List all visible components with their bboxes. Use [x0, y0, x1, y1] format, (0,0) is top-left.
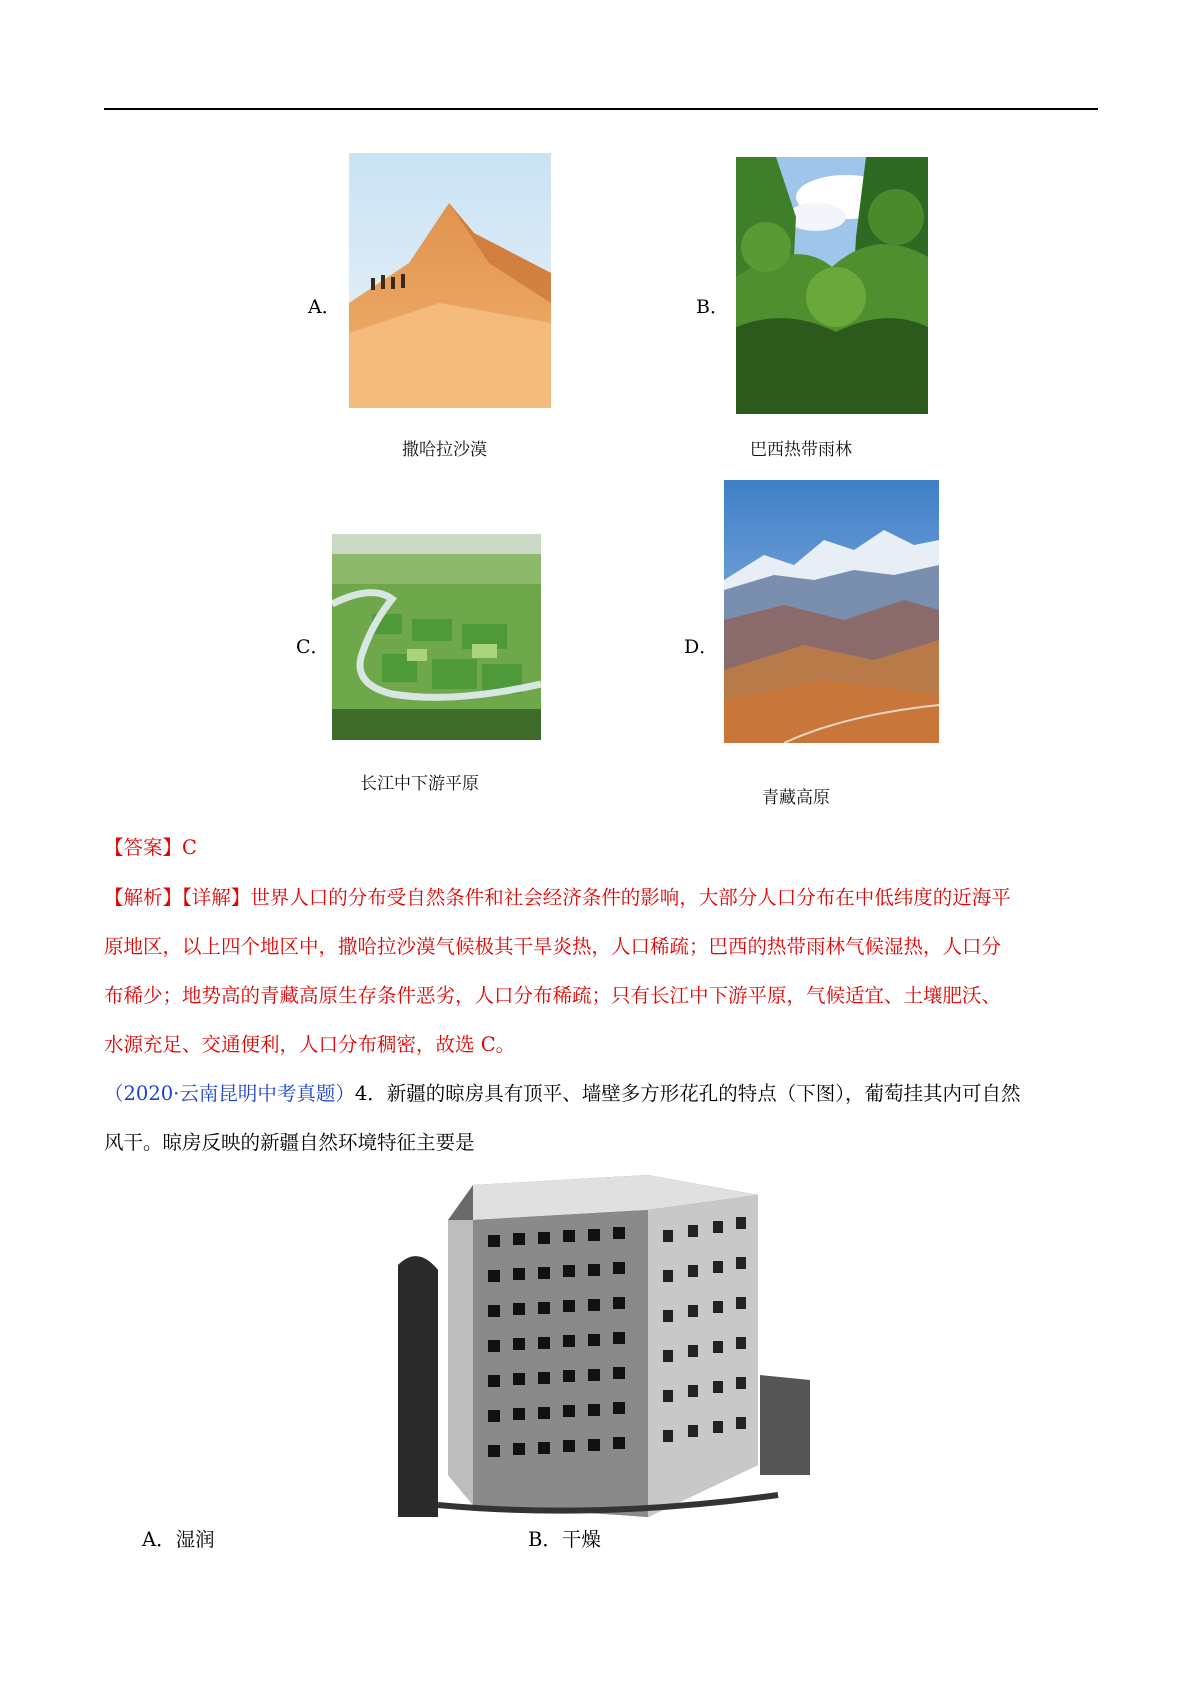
rainforest-photo [736, 157, 928, 414]
option-b-letter: B． [696, 296, 729, 318]
option-a-letter: A． [308, 296, 341, 318]
option-c-letter: C． [296, 636, 330, 658]
question-line-2: 风干。晾房反映的新疆自然环境特征主要是 [104, 1131, 475, 1154]
analysis-line-2: 原地区，以上四个地区中，撒哈拉沙漠气候极其干旱炎热，人口稀疏；巴西的热带雨林气候湿热，人口分 [104, 935, 1002, 958]
question-text-1: 4．新疆的晾房具有顶平、墙壁多方形花孔的特点（下图），葡萄挂其内可自然 [354, 1082, 1021, 1105]
question-source: （2020·云南昆明中考真题） [104, 1082, 355, 1105]
desert-photo [349, 153, 551, 408]
plateau-photo [724, 480, 939, 743]
option-c-caption: 长江中下游平原 [360, 774, 479, 794]
analysis-line-1 [104, 882, 1011, 910]
choice-b [528, 1524, 601, 1552]
choice-a [142, 1524, 215, 1552]
choice-a-letter: A． [142, 1528, 176, 1551]
drying-house-photo [398, 1175, 810, 1517]
analysis-line-4: 水源充足、交通便利，人口分布稠密，故选 C。 [104, 1033, 516, 1056]
plain-photo [332, 534, 541, 740]
choice-b-text: 干燥 [561, 1528, 601, 1551]
analysis-text-1: 世界人口的分布受自然条件和社会经济条件的影响，大部分人口分布在中低纬度的近海平 [250, 886, 1011, 909]
analysis-tag: 【解析】【详解】 [104, 886, 251, 909]
choice-a-text: 湿润 [175, 1528, 215, 1551]
header-rule [104, 108, 1098, 110]
option-b-caption: 巴西热带雨林 [750, 440, 852, 460]
answer-line: 【答案】C [104, 836, 197, 859]
option-d-caption: 青藏高原 [762, 788, 830, 808]
option-a-caption: 撒哈拉沙漠 [402, 440, 487, 460]
choice-b-letter: B． [528, 1528, 562, 1551]
question-line-1 [104, 1078, 1021, 1106]
option-d-letter: D． [684, 636, 719, 658]
analysis-line-3: 布稀少；地势高的青藏高原生存条件恶劣，人口分布稀疏；只有长江中下游平原，气候适宜、土壤肥沃、 [104, 984, 1002, 1007]
